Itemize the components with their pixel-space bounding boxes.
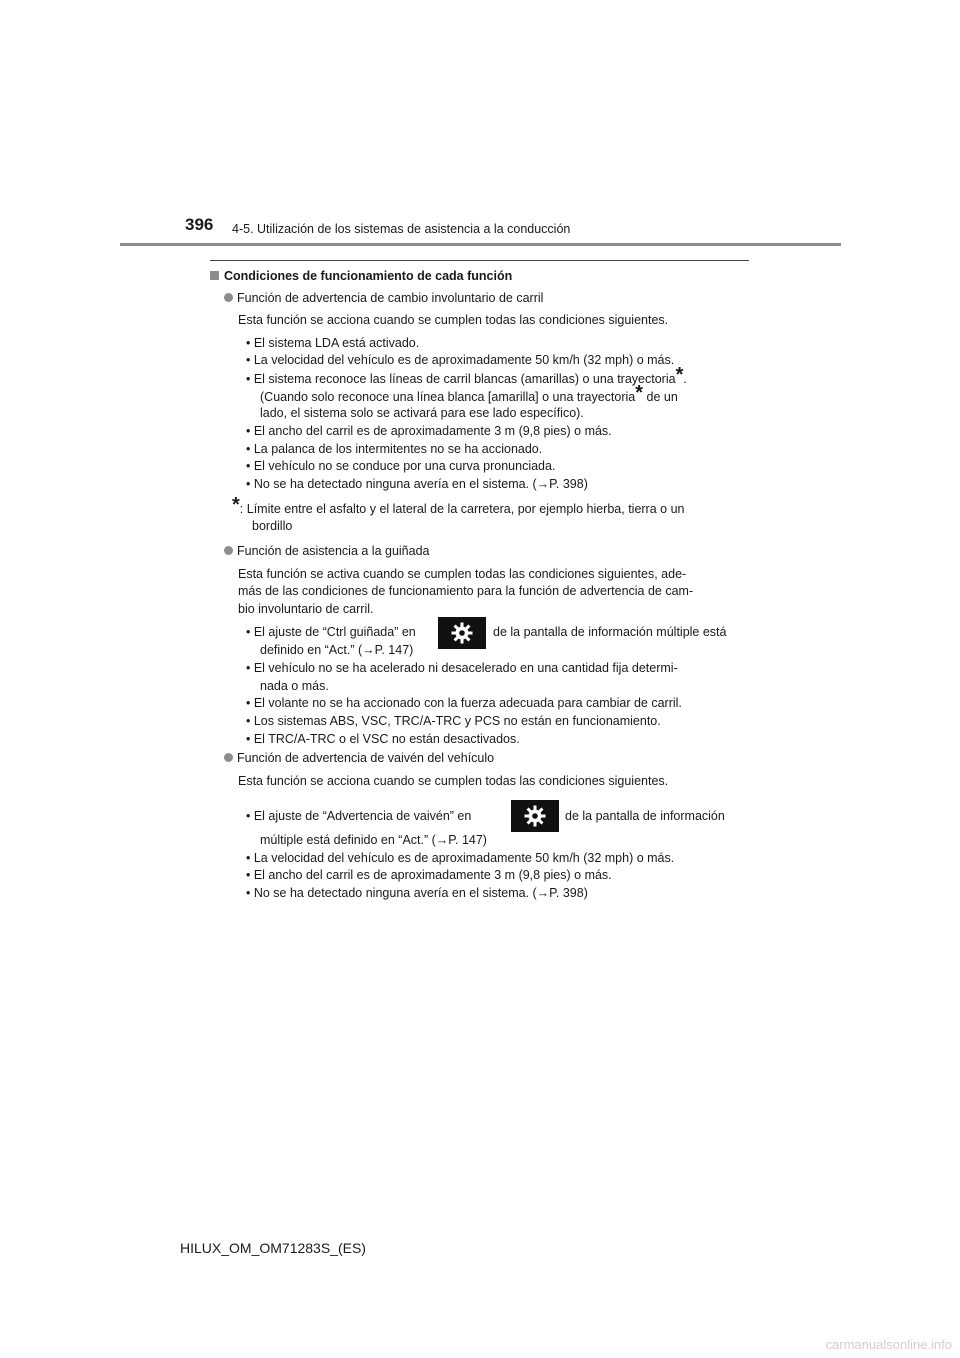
lane-departure-title: Función de advertencia de cambio involuntario de carril — [224, 290, 543, 307]
list-item-end: de la pantalla de información múltiple está — [493, 625, 727, 639]
list-item: • El vehículo no se ha acelerado ni desacelerado en una cantidad fija determi- — [246, 661, 678, 675]
watermark: carmanualsonline.info — [825, 1337, 952, 1352]
list-item: • El TRC/A-TRC o el VSC no están desactivados. — [246, 732, 520, 746]
list-item: • El sistema LDA está activado. — [246, 336, 420, 350]
circle-bullet-icon — [224, 546, 233, 555]
content-top-rule — [210, 260, 749, 261]
conditions-heading: Condiciones de funcionamiento de cada función — [210, 268, 512, 285]
list-item-continuation: lado, el sistema solo se activará para ese lado específico). — [260, 406, 584, 420]
list-item-continuation: definido en “Act.” (→P. 147) — [260, 643, 414, 657]
square-bullet-icon — [210, 271, 219, 280]
list-item-end: de la pantalla de información — [565, 809, 725, 823]
yaw-assist-intro: Esta función se activa cuando se cumplen todas las condiciones siguientes, ade- — [238, 567, 687, 581]
footnote-continuation: bordillo — [252, 519, 293, 533]
list-item: • El ancho del carril es de aproximadamente 3 m (9,8 pies) o más. — [246, 424, 612, 438]
circle-bullet-icon — [224, 293, 233, 302]
footnote: *: Límite entre el asfalto y el lateral de la carretera, por ejemplo hierba, tierra o un — [232, 494, 685, 516]
list-item: • El ajuste de “Ctrl guiñada” en — [246, 625, 416, 639]
circle-bullet-icon — [224, 753, 233, 762]
yaw-assist-title: Función de asistencia a la guiñada — [224, 543, 430, 560]
yaw-assist-intro: más de las condiciones de funcionamiento para la función de advertencia de cam- — [238, 584, 694, 598]
list-item: • La velocidad del vehículo es de aproximadamente 50 km/h (32 mph) o más. — [246, 353, 675, 367]
list-item-continuation: (Cuando solo reconoce una línea blanca [amarilla] o una trayectoria* de un — [260, 382, 678, 404]
footnote-star: * — [675, 364, 684, 386]
footnote-star: * — [635, 382, 644, 404]
list-item: • El ancho del carril es de aproximadamente 3 m (9,8 pies) o más. — [246, 868, 612, 882]
list-item: • El volante no se ha accionado con la fuerza adecuada para cambiar de carril. — [246, 696, 682, 710]
sway-warning-intro: Esta función se acciona cuando se cumplen todas las condiciones siguientes. — [238, 774, 669, 788]
sway-warning-title: Función de advertencia de vaivén del vehículo — [224, 750, 494, 767]
list-item: • Los sistemas ABS, VSC, TRC/A-TRC y PCS no están en funcionamiento. — [246, 714, 661, 728]
list-item: • No se ha detectado ninguna avería en el sistema. (→P. 398) — [246, 886, 588, 900]
list-item: • El sistema reconoce las líneas de carril blancas (amarillas) o una trayectoria*. — [246, 364, 687, 386]
list-item-continuation: nada o más. — [260, 679, 329, 693]
list-item-continuation: múltiple está definido en “Act.” (→P. 147) — [260, 833, 487, 847]
list-item: • La palanca de los intermitentes no se ha accionado. — [246, 442, 543, 456]
document-footer: HILUX_OM_OM71283S_(ES) — [180, 1240, 366, 1256]
list-item: • El ajuste de “Advertencia de vaivén” en — [246, 809, 472, 823]
list-item: • La velocidad del vehículo es de aproximadamente 50 km/h (32 mph) o más. — [246, 851, 675, 865]
list-item: • No se ha detectado ninguna avería en el sistema. (→P. 398) — [246, 477, 588, 491]
settings-gear-icon — [511, 800, 559, 832]
list-item: • El vehículo no se conduce por una curva pronunciada. — [246, 459, 556, 473]
page-number: 396 — [185, 215, 214, 234]
header-rule — [120, 243, 841, 246]
yaw-assist-intro: bio involuntario de carril. — [238, 602, 374, 616]
settings-gear-icon — [438, 617, 486, 649]
lane-departure-intro: Esta función se acciona cuando se cumplen todas las condiciones siguientes. — [238, 313, 669, 327]
footnote-star: * — [232, 494, 240, 516]
section-title: 4-5. Utilización de los sistemas de asistencia a la conducción — [232, 222, 571, 236]
